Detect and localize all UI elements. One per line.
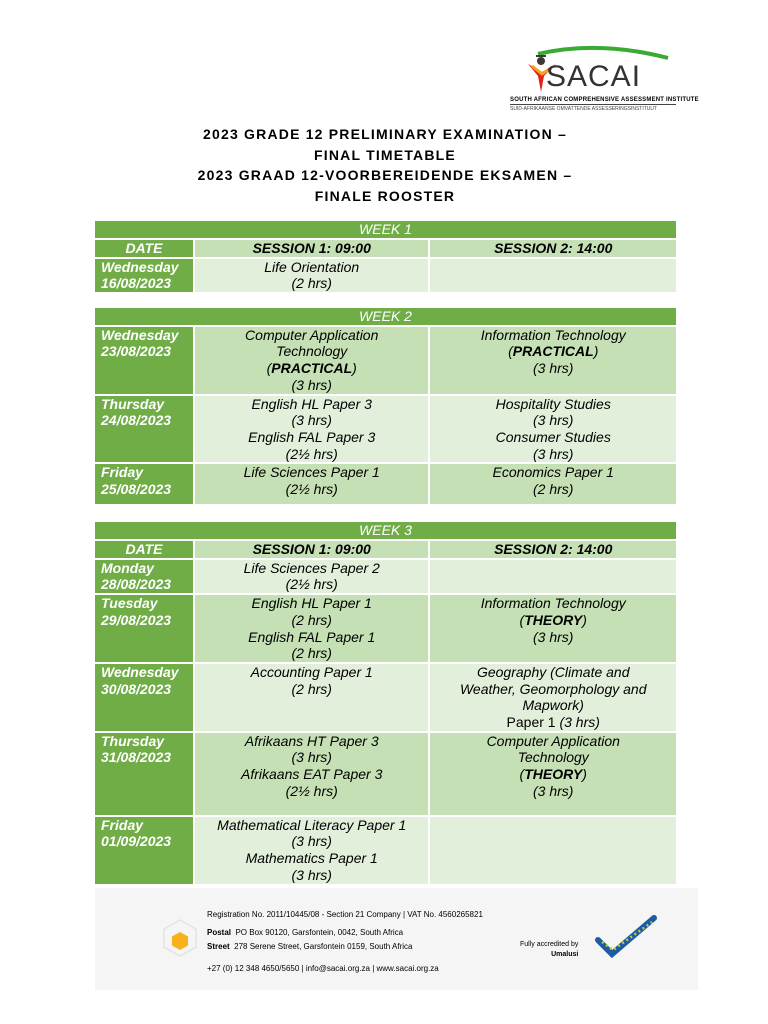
postal-address: PO Box 90120, Garsfontein, 0042, South Africa: [235, 928, 404, 937]
footer-postal: [207, 928, 403, 937]
date-label: 16/08/2023: [101, 275, 172, 292]
subject: English FAL Paper 3: [248, 428, 376, 445]
subject: Life Sciences Paper 1: [243, 464, 380, 481]
subject: Consumer Studies: [495, 428, 611, 445]
mode-label: PRACTICAL: [512, 343, 594, 360]
day-label: Thursday: [101, 732, 165, 749]
postal-label: Postal: [207, 928, 232, 937]
street-address: 278 Serene Street, Garsfontein 0159, South Africa: [234, 942, 413, 951]
week-3-heading: WEEK 3: [95, 522, 676, 539]
logo-institute-name-af: SUID-AFRIKAANSE OMVATTENDE ASSESSERINGSINSTITUUT: [510, 106, 658, 112]
table-row: [95, 733, 676, 815]
duration: (2 hrs): [291, 680, 332, 697]
date-label: 30/08/2023: [101, 680, 172, 697]
duration: (2½ hrs): [285, 445, 338, 462]
empty-session: [428, 259, 676, 292]
table-row: [95, 664, 676, 731]
subject: Afrikaans EAT Paper 3: [241, 766, 383, 783]
table-row: [95, 464, 676, 504]
duration: (2 hrs): [291, 275, 332, 292]
subject-cont: Mapwork): [522, 697, 584, 714]
table-row: [95, 560, 676, 593]
session-2-header: SESSION 2: 14:00: [428, 240, 676, 257]
empty-session: [428, 817, 676, 884]
day-label: Wednesday: [101, 258, 179, 275]
subject: Life Sciences Paper 2: [243, 559, 380, 576]
mode-label: THEORY: [524, 766, 583, 783]
session-1-header: SESSION 1: 09:00: [193, 541, 429, 558]
accredited-label: Fully accredited by: [520, 941, 579, 948]
mode: (PRACTICAL): [508, 343, 599, 360]
date-label: 01/09/2023: [101, 833, 172, 850]
subject: Economics Paper 1: [492, 464, 614, 481]
date-label: 28/08/2023: [101, 576, 172, 593]
subject: Computer Application: [486, 732, 620, 749]
table-row: [95, 259, 676, 292]
table-row: [95, 327, 676, 394]
table-row: [95, 396, 676, 463]
duration: (3 hrs): [559, 714, 600, 731]
date-header: DATE: [95, 240, 193, 257]
footer-street: [207, 942, 412, 951]
week-3-table: [95, 520, 676, 886]
week-2-heading: WEEK 2: [95, 308, 676, 325]
duration: (2½ hrs): [285, 576, 338, 593]
duration: (3 hrs): [533, 412, 574, 429]
subject: Life Orientation: [264, 258, 360, 275]
session-1-header: SESSION 1: 09:00: [193, 240, 429, 257]
day-label: Monday: [101, 559, 154, 576]
mode-label: PRACTICAL: [271, 360, 353, 377]
duration: (3 hrs): [291, 376, 332, 393]
date-label: 25/08/2023: [101, 481, 172, 498]
subject: Accounting Paper 1: [250, 663, 373, 680]
duration: (3 hrs): [533, 360, 574, 377]
day-label: Wednesday: [101, 326, 179, 343]
empty-session: [428, 560, 676, 593]
week-2-table: [95, 306, 676, 506]
week-1-heading: WEEK 1: [95, 221, 676, 238]
subject-cont: Technology: [276, 343, 348, 360]
day-label: Thursday: [101, 395, 165, 412]
subject: English HL Paper 3: [251, 395, 372, 412]
subject-cont: Weather, Geomorphology and: [459, 680, 647, 697]
street-label: Street: [207, 942, 230, 951]
footer-contact: +27 (0) 12 348 4650/5650 | info@sacai.org.za | www.sacai.org.za: [207, 964, 439, 973]
duration: (2 hrs): [291, 611, 332, 628]
duration: (2 hrs): [533, 481, 574, 498]
subject: English FAL Paper 1: [248, 628, 376, 645]
table-row: [95, 595, 676, 662]
day-label: Friday: [101, 464, 144, 481]
mode-label: THEORY: [524, 611, 583, 628]
subject: Information Technology: [480, 326, 626, 343]
subject: Afrikaans HT Paper 3: [244, 732, 379, 749]
subject: Information Technology: [480, 595, 626, 612]
paper-label: Paper 1: [506, 714, 560, 731]
date-label: 23/08/2023: [101, 343, 172, 360]
duration: (2½ hrs): [285, 481, 338, 498]
mode: (THEORY): [519, 611, 587, 628]
session-2-header: SESSION 2: 14:00: [428, 541, 676, 558]
subject: Geography (Climate and: [476, 663, 630, 680]
logo-divider: [510, 104, 676, 105]
subject-cont: Technology: [517, 749, 589, 766]
footer-registration: Registration No. 2011/10445/08 - Section 21 Company | VAT No. 4560265821: [207, 910, 483, 919]
date-header: DATE: [95, 541, 193, 558]
subject: Hospitality Studies: [495, 395, 611, 412]
umalusi-check-icon: [594, 912, 664, 962]
mode: (THEORY): [519, 766, 587, 783]
table-row: [95, 817, 676, 884]
title-line-1: 2023 GRADE 12 PRELIMINARY EXAMINATION –: [203, 126, 567, 142]
logo-institute-name: SOUTH AFRICAN COMPREHENSIVE ASSESSMENT INSTITUTE: [510, 97, 699, 103]
duration: (2½ hrs): [285, 782, 338, 799]
title-line-2: FINAL TIMETABLE: [314, 146, 456, 163]
hexagon-decoration-icon: [160, 918, 200, 966]
accreditor-name: Umalusi: [551, 951, 579, 958]
logo-text: SACAI: [546, 60, 642, 93]
date-label: 24/08/2023: [101, 412, 172, 429]
date-label: 29/08/2023: [101, 611, 172, 628]
subject: Mathematics Paper 1: [245, 850, 378, 867]
duration: (3 hrs): [291, 412, 332, 429]
day-label: Wednesday: [101, 663, 179, 680]
subject: Mathematical Literacy Paper 1: [217, 816, 407, 833]
duration: (3 hrs): [533, 782, 574, 799]
duration: (3 hrs): [533, 445, 574, 462]
title-line-3: 2023 GRAAD 12-VOORBEREIDENDE EKSAMEN –: [197, 167, 573, 183]
subject: Computer Application: [245, 326, 379, 343]
day-label: Friday: [101, 816, 144, 833]
title-line-4: FINALE ROOSTER: [314, 187, 456, 204]
accreditation-text: [520, 940, 578, 960]
day-label: Tuesday: [101, 595, 158, 612]
duration: (3 hrs): [291, 833, 332, 850]
duration: (3 hrs): [291, 866, 332, 883]
page-title: [95, 124, 675, 206]
subject: English HL Paper 1: [251, 595, 372, 612]
date-label: 31/08/2023: [101, 749, 172, 766]
mode: (PRACTICAL): [266, 360, 357, 377]
week-1-table: [95, 219, 676, 294]
duration: (2 hrs): [291, 645, 332, 662]
duration: (3 hrs): [533, 628, 574, 645]
duration: (3 hrs): [291, 749, 332, 766]
